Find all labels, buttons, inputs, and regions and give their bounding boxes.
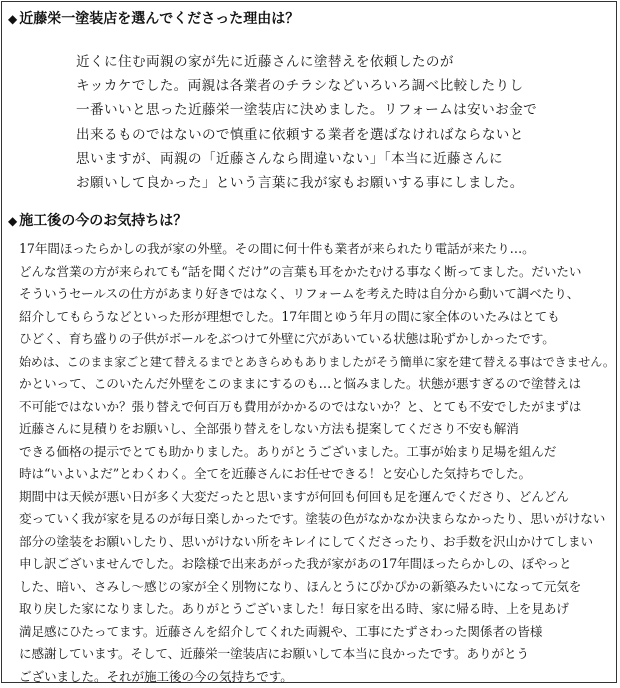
handwritten-line: 申し訳ございませんでした。お陰様で出来あがった我が家があの17年間ほったらかしの、ぼやっと bbox=[19, 553, 615, 576]
diamond-bullet-icon: ◆ bbox=[8, 12, 17, 26]
reason-heading bbox=[8, 8, 299, 28]
handwritten-line: 出来るものではないので慎重に依頼する業者を選ばなければならないと bbox=[76, 123, 596, 147]
handwritten-line: キッカケでした。両親は各業者のチラシなどいろいろ調べ比較したりし bbox=[76, 74, 596, 98]
handwritten-line: そういうセールスの仕方があまり好きではなく、リフォームを考えた時は自分から動いて調べたり、 bbox=[19, 283, 615, 306]
feeling-handwritten-text bbox=[19, 238, 615, 688]
handwritten-line: 期間中は天候が悪い日が多く大変だったと思いますが何回も何回も足を運んでくださり、どんどん bbox=[19, 486, 615, 509]
handwritten-line: できる価格の提示でとても助かりました。ありがとうございました。工事が始まり足場を組んだ bbox=[19, 441, 615, 464]
handwritten-line: した、暗い、さみし〜感じの家が全く別物になり、ほんとうにぴかぴかの新築みたいになって元気を bbox=[19, 576, 615, 599]
handwritten-line: ひどく、育ち盛りの子供がボールをぶつけて外壁に穴があいている状態は恥ずかしかったです。 bbox=[19, 328, 615, 351]
feeling-heading bbox=[8, 210, 187, 230]
reason-handwritten-text bbox=[76, 50, 596, 195]
handwritten-line: 変っていく我が家を見るのが毎日楽しかったです。塗装の色がなかなか決まらなかったり、思いがけない bbox=[19, 508, 615, 531]
testimonial-sheet bbox=[1, 1, 617, 683]
handwritten-line: どんな営業の方が来られても“話を聞くだけ”の言葉も耳をかたむける事なく断ってました。だいたい bbox=[19, 261, 615, 284]
handwritten-line: 紹介してもらうなどといった形が理想でした。17年間とゆう年月の間に家全体のいたみはとても bbox=[19, 306, 615, 329]
handwritten-line: 不可能ではないか？張り替えで何百万も費用がかかるのではないか？と、とても不安でしたがまずは bbox=[19, 396, 615, 419]
diamond-bullet-icon: ◆ bbox=[8, 214, 17, 228]
handwritten-line: に感謝しています。そして、近藤栄一塗装店にお願いして本当に良かったです。ありがとう bbox=[19, 643, 615, 666]
handwritten-line: 取り戻した家になりました。ありがとうございました！毎日家を出る時、家に帰る時、上を見あげ bbox=[19, 598, 615, 621]
handwritten-line: 近藤さんに見積りをお願いし、全部張り替えをしない方法も提案してくださり不安も解消 bbox=[19, 418, 615, 441]
reason-heading-text: 近藤栄一塗装店を選んでくださった理由は？ bbox=[19, 11, 299, 27]
handwritten-line: 時は“いよいよだ”とわくわく。全てを近藤さんにお任せできる！と安心した気持ちでした。 bbox=[19, 463, 615, 486]
handwritten-line: 始めは、このまま家ごと建て替えるまでとあきらめもありましたがそう簡単に家を建て替える事はできません。 bbox=[19, 351, 615, 374]
handwritten-line: 近くに住む両親の家が先に近藤さんに塗替えを依頼したのが bbox=[76, 50, 596, 74]
handwritten-line: 満足感にひたってます。近藤さんを紹介してくれた両親や、工事にたずさわった関係者の皆様 bbox=[19, 621, 615, 644]
handwritten-line: 部分の塗装をお願いしたり、思いがけない所をキレイにしてくださったり、お手数を沢山かけてしまい bbox=[19, 531, 615, 554]
handwritten-line: お願いして良かった」という言葉に我が家もお願いする事にしました。 bbox=[76, 171, 596, 195]
handwritten-line: ございました。それが施工後の今の気持ちです。 bbox=[19, 666, 615, 688]
handwritten-line: 17年間ほったらかしの我が家の外壁。その間に何十件も業者が来られたり電話が来たり…。 bbox=[19, 238, 615, 261]
handwritten-line: かといって、このいたんだ外壁をこのままにするのも…と悩みました。状態が悪すぎるので塗替えは bbox=[19, 373, 615, 396]
handwritten-line: 一番いいと思った近藤栄一塗装店に決めました。リフォームは安いお金で bbox=[76, 98, 596, 122]
feeling-heading-text: 施工後の今のお気持ちは？ bbox=[19, 213, 187, 229]
handwritten-line: 思いますが、両親の「近藤さんなら間違いない」「本当に近藤さんに bbox=[76, 147, 596, 171]
